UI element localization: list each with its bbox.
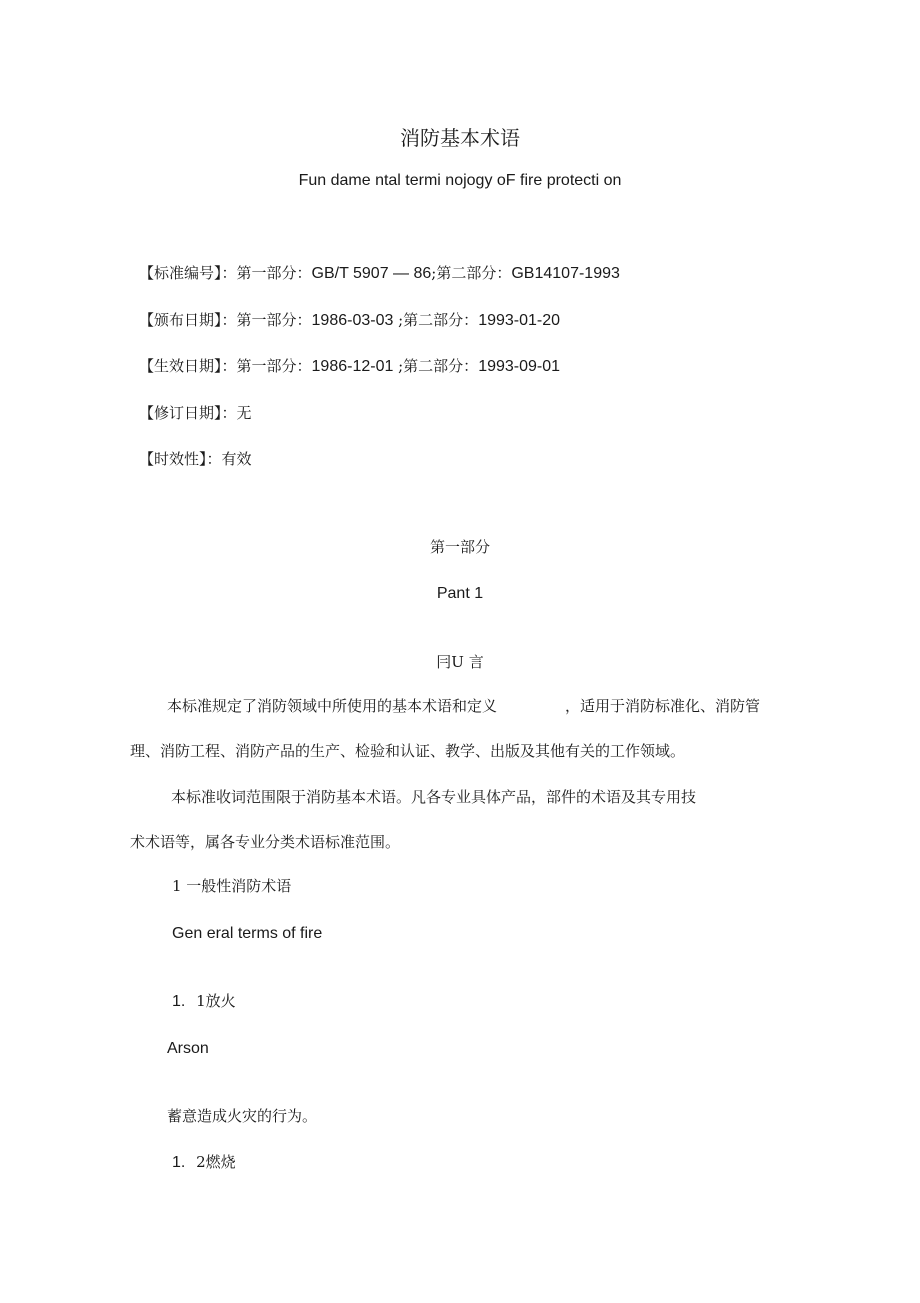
meta-validity-label: 【时效性】： xyxy=(139,450,222,468)
item-1-1-number: 1. xyxy=(172,993,186,1010)
part-heading: 第一部分 xyxy=(429,538,490,556)
meta-effective-label: 【生效日期】：第一部分： xyxy=(139,357,312,375)
meta-publish-separator: ;第二部分： xyxy=(393,311,479,329)
section-1-heading: 1 一般性消防术语 xyxy=(172,877,292,895)
item-1-1-english: Arson xyxy=(167,1040,209,1057)
meta-publish-date xyxy=(139,309,560,330)
meta-validity-value: 有效 xyxy=(221,450,252,468)
foreword-heading: 冃U 言 xyxy=(436,653,484,671)
paragraph-2-line-2: 术术语等，属各专业分类术语标准范围。 xyxy=(130,833,401,851)
document-title-english: Fun dame ntal termi nojogy oF fire protecti on xyxy=(298,172,622,189)
item-1-2-heading xyxy=(172,1151,236,1172)
paragraph-1-line-1a: 本标准规定了消防领域中所使用的基本术语和定义 xyxy=(167,697,498,715)
paragraph-1-line-2: 理、消防工程、消防产品的生产、检验和认证、教学、出版及其他有关的工作领域。 xyxy=(130,742,686,760)
item-1-1-heading xyxy=(172,990,236,1011)
meta-standard-label: 【标准编号】：第一部分： xyxy=(139,264,312,282)
document-title: 消防基本术语 xyxy=(400,126,520,150)
meta-revision-date xyxy=(139,402,252,423)
meta-revision-label: 【修订日期】： xyxy=(139,404,237,422)
paragraph-1-line-1b: ，适用于消防标准化、消防管 xyxy=(565,697,761,715)
item-1-1-definition: 蓄意造成火灾的行为。 xyxy=(167,1107,318,1125)
meta-standard-part2: GB14107-1993 xyxy=(511,265,620,282)
meta-effective-part1: 1986-12-01 xyxy=(311,358,394,375)
meta-publish-part2: 1993-01-20 xyxy=(478,312,561,329)
item-1-2-title: 2燃烧 xyxy=(196,1153,236,1171)
meta-publish-part1: 1986-03-03 xyxy=(311,312,394,329)
paragraph-2-line-1: 本标准收词范围限于消防基本术语。凡各专业具体产品，部件的术语及其专用技 xyxy=(171,788,697,806)
meta-validity xyxy=(139,448,252,469)
meta-effective-date xyxy=(139,355,560,376)
meta-effective-part2: 1993-09-01 xyxy=(478,358,561,375)
part-heading-english: Pant 1 xyxy=(436,585,484,602)
meta-effective-separator: ;第二部分： xyxy=(393,357,479,375)
meta-standard-separator: ;第二部分： xyxy=(431,264,512,282)
meta-publish-label: 【颁布日期】：第一部分： xyxy=(139,311,312,329)
meta-revision-value: 无 xyxy=(236,404,252,422)
meta-standard-number xyxy=(139,262,620,283)
meta-standard-part1: GB/T 5907 — 86 xyxy=(311,265,432,282)
section-1-heading-english: Gen eral terms of fire xyxy=(172,925,323,942)
item-1-2-number: 1. xyxy=(172,1154,186,1171)
item-1-1-title: 1放火 xyxy=(196,992,236,1010)
